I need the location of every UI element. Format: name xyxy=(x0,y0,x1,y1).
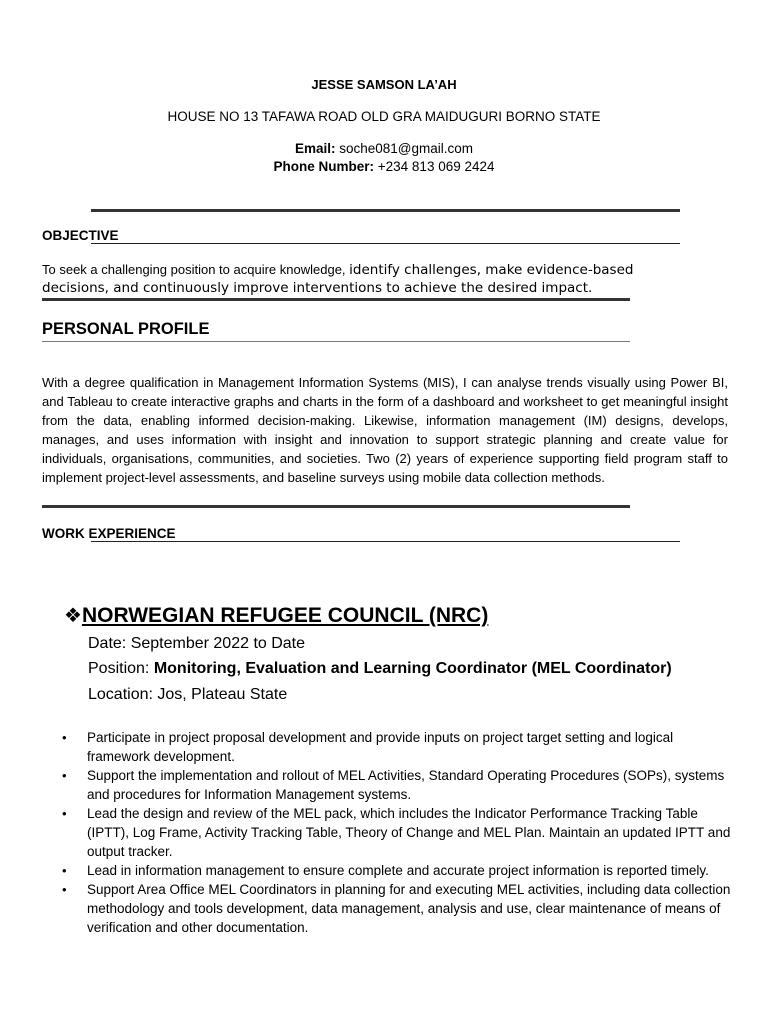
list-item xyxy=(62,880,732,937)
list-item xyxy=(62,766,732,804)
header-divider xyxy=(91,209,680,212)
objective-heading: OBJECTIVE xyxy=(42,228,119,243)
objective-underline xyxy=(91,243,680,244)
duties-list xyxy=(62,728,732,937)
list-item xyxy=(62,728,732,766)
org-title xyxy=(64,603,488,628)
list-item xyxy=(62,804,732,861)
bullet-icon: • xyxy=(62,863,67,878)
position-value: Monitoring, Evaluation and Learning Coordinator (MEL Coordinator) xyxy=(153,660,672,677)
bullet-icon: • xyxy=(62,768,67,783)
profile-text: With a degree qualification in Management Information Systems (MIS), I can analyse trends visually using Power BI, and Tableau to create interactive graphs and charts in the form of a dashboard and worksheet to get meaningful insight from the data, enabling informed decision-making. Likewise, information management (IM) designs, develops, manages, and uses information with insight and innovation to support strategic planning and create value for individuals, organisations, communities, and societies. Two (2) years of experience supporting field program staff to implement project-level assessments, and baseline surveys using mobile data collection methods. xyxy=(42,375,728,485)
duty-text: Participate in project proposal development and provide inputs on project target setting and logical framework development. xyxy=(87,730,674,764)
bullet-icon: • xyxy=(62,730,67,745)
duty-text: Lead the design and review of the MEL pack, which includes the Indicator Performance Tracking Table (IPTT), Log Frame, Activity Tracking Table, Theory of Change and MEL Plan. Maintain an updated IPTT and output tracker. xyxy=(87,806,731,859)
work-heading: WORK EXPERIENCE xyxy=(42,526,176,541)
email-label: Email: xyxy=(294,141,336,156)
phone-line xyxy=(0,159,768,174)
bullet-icon: • xyxy=(62,882,67,897)
duty-text: Support the implementation and rollout of MEL Activities, Standard Operating Procedures (SOPs), systems and procedures for Information Management systems. xyxy=(87,768,725,802)
email-line xyxy=(0,141,768,156)
org-name: NORWEGIAN REFUGEE COUNCIL (NRC) xyxy=(81,604,489,627)
objective-text-part2: identify challenges, make evidence-based decisions, and continuously improve interventions to achieve the desired impact. xyxy=(42,262,634,296)
job-date: Date: September 2022 to Date xyxy=(88,635,306,652)
phone-label: Phone Number: xyxy=(273,159,374,174)
profile-heading: PERSONAL PROFILE xyxy=(42,320,210,338)
candidate-address: HOUSE NO 13 TAFAWA ROAD OLD GRA MAIDUGURI BORNO STATE xyxy=(167,109,601,124)
duty-text: Lead in information management to ensure complete and accurate project information is reported timely. xyxy=(87,863,709,878)
objective-divider xyxy=(42,298,630,301)
profile-underline xyxy=(42,341,630,342)
duty-text: Support Area Office MEL Coordinators in planning for and executing MEL activities, including data collection methodology and tools development, data management, analysis and use, clear maintenance of means of verification and other documentation. xyxy=(87,882,731,935)
phone-value: +234 813 069 2424 xyxy=(377,159,495,174)
diamond-bullet-icon: ❖ xyxy=(64,603,82,627)
job-location: Location: Jos, Plateau State xyxy=(88,686,288,703)
objective-text-part1: To seek a challenging position to acquire knowledge, xyxy=(42,262,350,277)
email-value: soche081@gmail.com xyxy=(339,141,474,156)
candidate-name: JESSE SAMSON LA’AH xyxy=(311,77,457,92)
job-position xyxy=(88,660,672,678)
list-item xyxy=(62,861,732,880)
objective-text xyxy=(42,261,682,297)
bullet-icon: • xyxy=(62,806,67,821)
work-underline xyxy=(91,541,680,542)
profile-divider xyxy=(42,505,630,508)
position-label: Position: xyxy=(88,660,154,677)
